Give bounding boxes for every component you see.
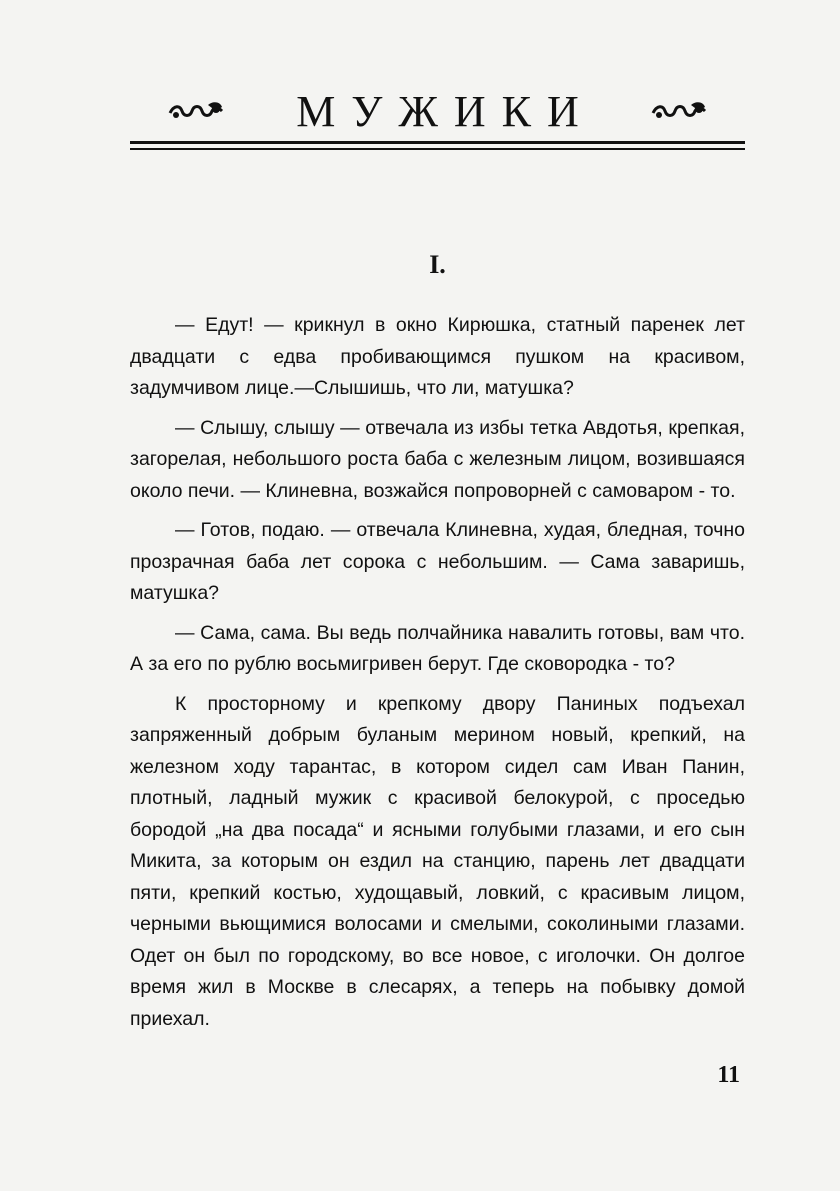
- body-text: [130, 310, 745, 1043]
- page-header: [130, 85, 745, 155]
- page-number: 11: [717, 1062, 740, 1088]
- ornament-icon: [651, 101, 707, 123]
- chapter-number: I.: [429, 250, 446, 279]
- page-title: МУЖИКИ: [296, 87, 595, 136]
- header-rule-thick: [130, 141, 745, 144]
- paragraph: — Слышу, слышу — отвечала из избы тетка Авдотья, крепкая, загорелая, небольшого роста баба с железным лицом, возившаяся около печи. — Клиневна, возжайся попроворней с самоваром - то.: [130, 416, 745, 502]
- header-rule-thin: [130, 148, 745, 150]
- paragraph: К просторному и крепкому двору Паниных подъехал запряженный добрым буланым мерином новый, крепкий, на железном ходу тарантас, в котором сидел сам Иван Панин, плотный, ладный мужик с красивой белокурой, с проседью бородой „на два посада“ и ясными голубыми глазами, и его сын Микита, за которым он ездил на станцию, парень лет двадцати пяти, крепкий костью, худощавый, ловкий, с красивым лицом, черными вьющимися волосами и смелыми, соколиными глазами. Одет он был по городскому, во все новое, с иголочки. Он долгое время жил в Москве в слесарях, а теперь на побывку домой приехал.: [130, 692, 745, 1030]
- paragraph: — Готов, подаю. — отвечала Клиневна, худая, бледная, точно прозрачная баба лет сорока с небольшим. — Сама заваришь, матушка?: [130, 519, 745, 604]
- paragraph: — Сама, сама. Вы ведь полчайника навалить готовы, вам что. А за его по рублю восьмигривен берут. Где сковородка - то?: [130, 621, 745, 675]
- paragraph: — Едут! — крикнул в окно Кирюшка, статный паренек лет двадцати с едва пробивающимся пушком на красивом, задумчивом лице.—Слышишь, что ли, матушка?: [130, 314, 745, 399]
